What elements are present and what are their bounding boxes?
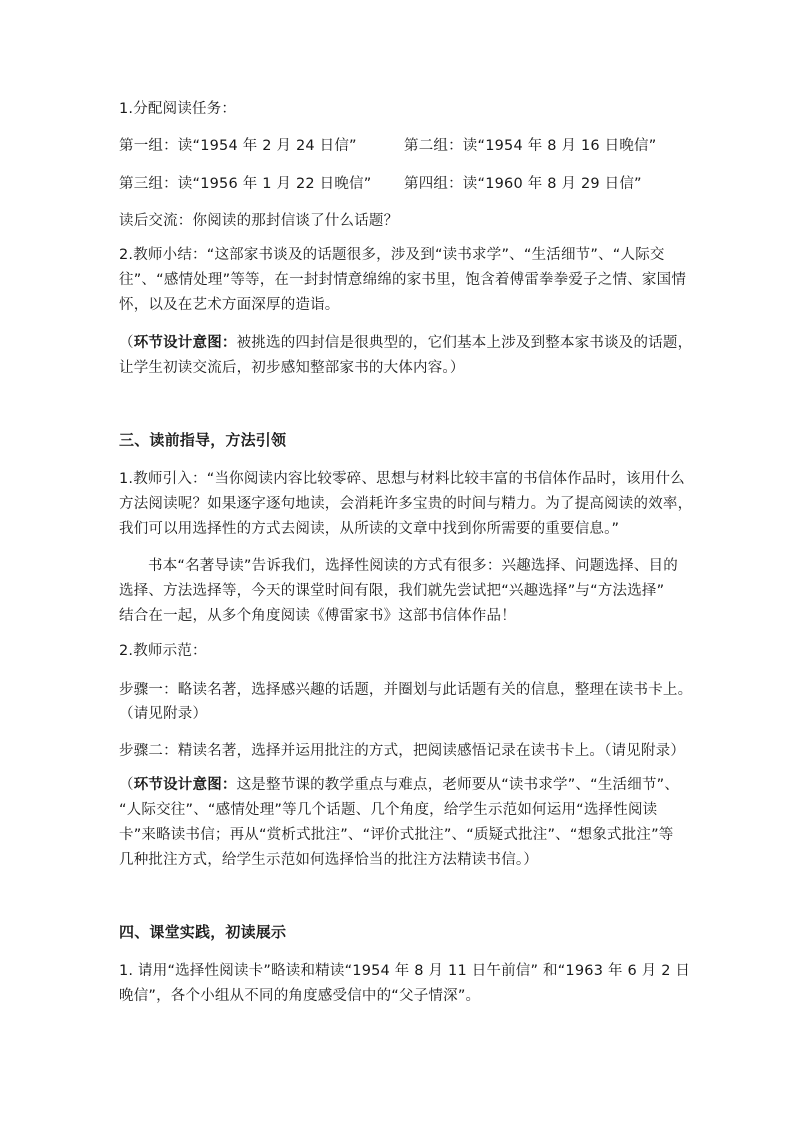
demo-title: 2.教师示范： <box>119 643 207 659</box>
group-1: 第一组：读“1954 年 2 月 24 日信” <box>119 138 357 154</box>
guide-line-1: 书本“名著导读”告诉我们，选择性阅读的方式有很多：兴趣选择、问题选择、目的 <box>148 558 678 574</box>
intent-1-line-2: 让学生初读交流后，初步感知整部家书的大体内容。） <box>119 360 465 376</box>
intent-2-label: 环节设计意图： <box>133 777 237 793</box>
assign-title: 1.分配阅读任务： <box>119 101 237 117</box>
summary-line-3: 怀，以及在艺术方面深厚的造诣。 <box>119 297 340 313</box>
step-1-line-2: （请见附录） <box>119 706 208 722</box>
section-4-heading: 四、课堂实践，初读展示 <box>119 923 287 941</box>
summary-line-2: 往”、“感情处理”等等，在一封封情意绵绵的家书里，饱含着傅雷拳拳爱子之情、家国情 <box>119 272 687 288</box>
group-2: 第二组：读“1954 年 8 月 16 日晚信” <box>404 138 657 154</box>
intro-line-1: 1.教师引入：“当你阅读内容比较零碎、思想与材料比较丰富的书信体作品时，该用什么 <box>119 471 685 487</box>
group-4: 第四组：读“1960 年 8 月 29 日信” <box>404 176 642 192</box>
task-line-1: 1. 请用“选择性阅读卡”略读和精读“1954 年 8 月 11 日午前信” 和“1963 年 6 月 2 日 <box>119 963 691 979</box>
guide-line-2: 选择、方法选择等，今天的课堂时间有限，我们就先尝试把“兴趣选择”与“方法选择” <box>119 583 665 599</box>
intent-1-label: 环节设计意图： <box>133 335 237 351</box>
step-1-line-1: 步骤一：略读名著，选择感兴趣的话题，并圈划与此话题有关的信息，整理在读书卡上。 <box>119 682 693 698</box>
intent-2-text: 这是整节课的教学重点与难点，老师要从“读书求学”、“生活细节”、 <box>236 777 680 793</box>
guide-line-3: 结合在一起，从多个角度阅读《傅雷家书》这部书信体作品！ <box>119 608 516 624</box>
intent-2-line-2: “人际交往”、“感情处理”等几个话题、几个角度，给学生示范如何运用“选择性阅读 <box>119 802 658 818</box>
intro-line-3: 我们可以用选择性的方式去阅读，从所读的文章中找到你所需要的重要信息。” <box>119 521 620 537</box>
intent-1-line-1 <box>119 333 692 353</box>
intent-2-line-4: 几种批注方式，给学生示范如何选择恰当的批注方法精读书信。） <box>119 852 539 868</box>
section-3-heading: 三、读前指导，方法引领 <box>119 431 287 449</box>
intent-2-open: （ <box>119 777 134 793</box>
intent-2-line-3: 卡”来略读书信；再从“赏析式批注”、“评价式批注”、“质疑式批注”、“想象式批注”等 <box>119 827 674 843</box>
task-line-2: 晚信”，各个小组从不同的角度感受信中的“父子情深”。 <box>119 988 481 1004</box>
exchange-question: 读后交流：你阅读的那封信谈了什么话题？ <box>119 213 399 229</box>
intent-1-open: （ <box>119 335 134 351</box>
summary-line-1: 2.教师小结：“这部家书谈及的话题很多，涉及到“读书求学”、“生活细节”、“人际交 <box>119 247 665 263</box>
intent-2-line-1 <box>119 775 679 795</box>
intro-line-2: 方法阅读呢？如果逐字逐句地读，会消耗许多宝贵的时间与精力。为了提高阅读的效率， <box>119 496 693 512</box>
intent-1-text: 被挑选的四封信是很典型的，它们基本上涉及到整本家书谈及的话题， <box>236 335 693 351</box>
group-3: 第三组：读“1956 年 1 月 22 日晚信” <box>119 176 372 192</box>
step-2: 步骤二：精读名著，选择并运用批注的方式，把阅读感悟记录在读书卡上。（请见附录） <box>119 743 686 759</box>
